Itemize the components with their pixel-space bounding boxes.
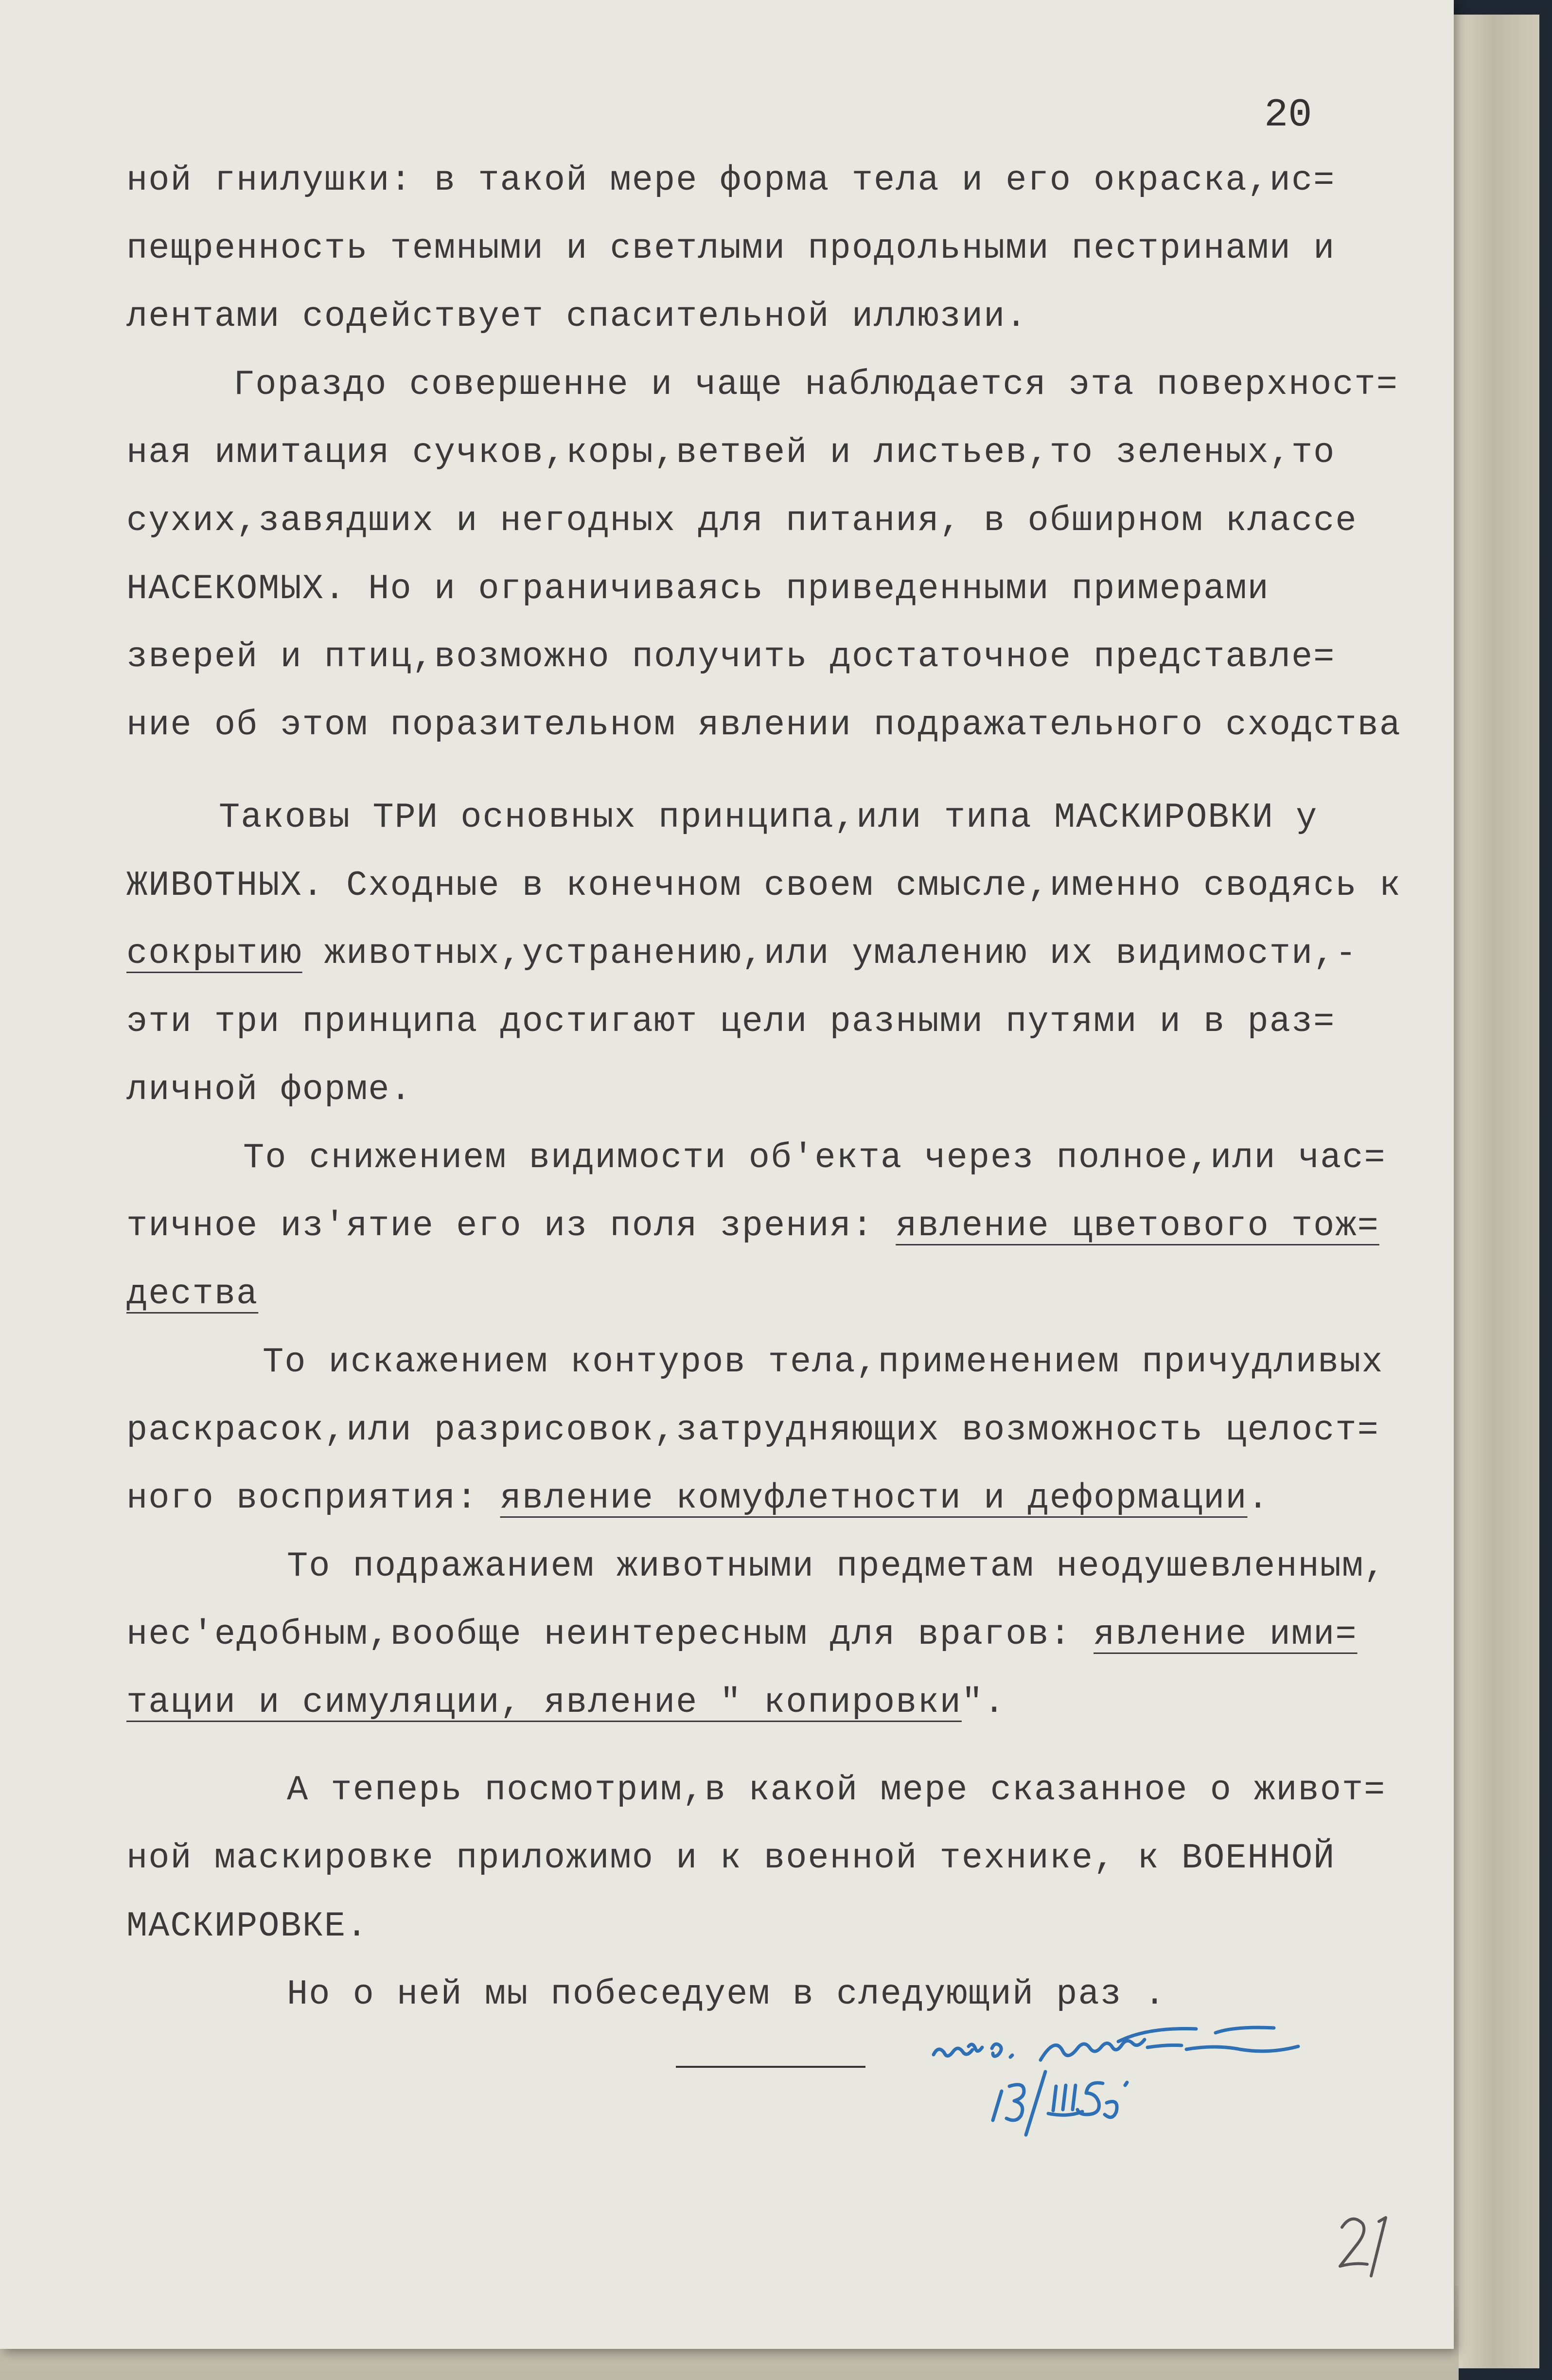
underlined-phrase: дества bbox=[126, 1274, 259, 1314]
underlined-phrase: сокрытию bbox=[126, 934, 302, 974]
underlined-phrase: явление комуфлетности и деформации bbox=[500, 1478, 1248, 1518]
text-segment: ная имитация сучков,коры,ветвей и листьев,то зеленых,то bbox=[126, 433, 1336, 473]
text-segment: животных,устранению,или умалению их видимости,- bbox=[302, 934, 1358, 974]
text-line bbox=[243, 1138, 1386, 1178]
text-segment: нес'едобным,вообще неинтересным для врагов: bbox=[126, 1615, 1094, 1654]
underlined-phrase: явление цветового тож= bbox=[896, 1206, 1379, 1246]
text-line bbox=[287, 1770, 1386, 1810]
text-segment: Таковы ТРИ основных принципа,или типа МАСКИРОВКИ у bbox=[219, 798, 1318, 837]
handwritten-signature bbox=[914, 2004, 1352, 2149]
text-line bbox=[126, 1906, 368, 1946]
text-segment: эти три принципа достигают цели разными путями и в раз= bbox=[126, 1002, 1336, 1042]
text-line bbox=[126, 1070, 412, 1110]
text-line bbox=[126, 1683, 1005, 1723]
text-line bbox=[126, 1838, 1335, 1878]
text-segment: тичное из'ятие его из поля зрения: bbox=[126, 1206, 896, 1246]
text-line bbox=[219, 798, 1318, 837]
text-line bbox=[233, 365, 1398, 405]
text-line bbox=[263, 1342, 1384, 1382]
text-segment: ". bbox=[961, 1683, 1006, 1723]
text-line bbox=[126, 637, 1335, 677]
underlined-phrase: тации и симуляции, явление " копировки bbox=[126, 1683, 962, 1723]
text-segment: ние об этом поразительном явлении подражательного сходства bbox=[126, 705, 1402, 745]
text-segment: НАСЕКОМЫХ. Но и ограничиваясь приведенными примерами bbox=[126, 569, 1270, 609]
text-segment: То снижением видимости об'екта через полное,или час= bbox=[243, 1138, 1386, 1178]
text-line bbox=[287, 1546, 1386, 1586]
text-line bbox=[126, 160, 1335, 200]
archive-page-number bbox=[1332, 2208, 1400, 2281]
text-line bbox=[126, 1206, 1379, 1246]
text-line bbox=[126, 1410, 1379, 1450]
text-segment: зверей и птиц,возможно получить достаточное представле= bbox=[126, 637, 1336, 677]
text-segment: . bbox=[1247, 1478, 1270, 1518]
text-segment: То искажением контуров тела,применением причудливых bbox=[263, 1342, 1384, 1382]
page-number: 20 bbox=[1264, 92, 1312, 138]
text-line bbox=[126, 866, 1401, 906]
signature-rule bbox=[676, 2066, 865, 2068]
text-segment: А теперь посмотрим,в какой мере сказанное о живот= bbox=[287, 1770, 1386, 1810]
underlined-phrase: явление ими= bbox=[1093, 1615, 1358, 1654]
text-segment: МАСКИРОВКЕ. bbox=[126, 1906, 369, 1946]
text-line bbox=[126, 1478, 1270, 1518]
text-line bbox=[126, 705, 1401, 745]
text-line bbox=[126, 501, 1358, 541]
text-segment: лентами содействует спасительной иллюзии. bbox=[126, 297, 1028, 337]
text-line bbox=[126, 229, 1335, 268]
text-line bbox=[126, 297, 1028, 337]
text-segment: пещренность темными и светлыми продольными пестринами и bbox=[126, 229, 1336, 268]
text-line bbox=[126, 934, 1358, 974]
text-segment: сухих,завядших и негодных для питания, в обширном классе bbox=[126, 501, 1358, 541]
text-line bbox=[126, 433, 1335, 473]
text-segment: раскрасок,или разрисовок,затрудняющих возможность целост= bbox=[126, 1410, 1379, 1450]
text-segment: Гораздо совершенне и чаще наблюдается эта поверхност= bbox=[233, 365, 1398, 405]
text-segment: личной форме. bbox=[126, 1070, 412, 1110]
text-line bbox=[126, 569, 1270, 609]
text-segment: ного восприятия: bbox=[126, 1478, 500, 1518]
text-line bbox=[126, 1274, 258, 1314]
text-segment: ЖИВОТНЫХ. Сходные в конечном своем смысле,именно сводясь к bbox=[126, 866, 1402, 906]
text-segment: Но о ней мы побеседуем в следующий раз . bbox=[287, 1974, 1166, 2014]
text-line bbox=[126, 1615, 1358, 1654]
text-line bbox=[126, 1002, 1335, 1042]
text-segment: То подражанием животными предметам неодушевленным, bbox=[287, 1546, 1386, 1586]
text-segment: ной гнилушки: в такой мере форма тела и его окраска,ис= bbox=[126, 160, 1336, 200]
text-segment: ной маскировке приложимо и к военной технике, к ВОЕННОЙ bbox=[126, 1838, 1336, 1878]
